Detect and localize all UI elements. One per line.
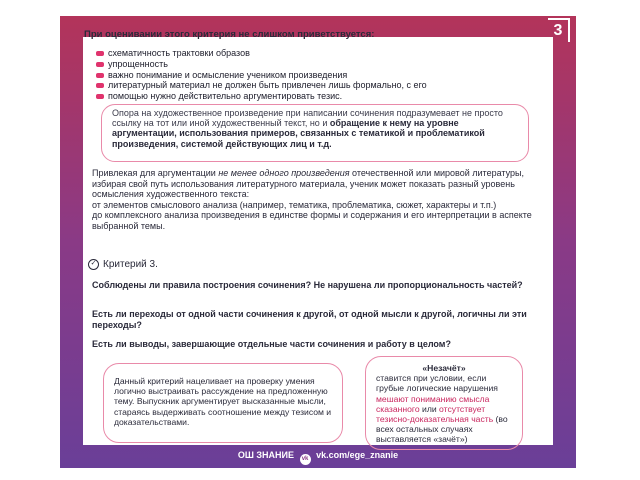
paragraph: до комплексного анализа произведения в единстве формы и содержания и его интерпретации в аспекте выбранной темы.: [92, 210, 532, 231]
bullet-list: [96, 48, 516, 102]
note-highlight: отсутствует тезисно-доказательная часть: [376, 403, 494, 425]
note-text-part: ставится при условии, если грубые логические нарушения: [376, 373, 498, 394]
criterion-title: [88, 259, 158, 270]
note-text-part: (во всех остальных случаях выставляется «зачёт»): [376, 414, 508, 445]
list-item: помощью нужно действительно аргументировать тезис.: [96, 91, 516, 102]
note-box-left: [103, 363, 343, 443]
list-item: важно понимание и осмысление учеником произведения: [96, 70, 516, 81]
callout-text: Опора на художественное произведение при написании сочинения подразумевает не просто ссылку на тот или иной художественный текст, но и: [112, 108, 503, 129]
paragraph-italic: не менее одного произведения: [218, 168, 350, 178]
list-item: схематичность трактовки образов: [96, 48, 516, 59]
list-item: упрощенность: [96, 59, 516, 70]
callout-bold-text: обращение к нему на уровне аргументации, использования примеров, связанных с тематикой и проблематикой произведения, системой действующих лиц и т.д.: [112, 118, 485, 149]
note-highlight: мешают пониманию смысла сказанного: [376, 393, 490, 414]
footer-link[interactable]: vk.com/ege_znanie: [316, 450, 399, 460]
check-circle-icon: ✓: [88, 259, 99, 270]
question: Есть ли переходы от одной части сочинения к другой, от одной мысли к другой, логичны ли эти переходы?: [92, 309, 527, 330]
paragraph: от элементов смыслового анализа (например, тематика, проблематика, сюжет, характеры и т.п.): [92, 199, 497, 210]
footer-brand: ОШ ЗНАНИЕ: [237, 450, 295, 460]
body-text: [92, 168, 532, 232]
callout-box: [101, 104, 529, 162]
paragraph-text: Привлекая для аргументации: [92, 168, 219, 178]
paragraph-text: отечественной или мировой литературы, избирая свой путь использования литературного материала, ученик может показать разный уровень осмысления художественного текста:: [92, 168, 524, 200]
list-item: литературный материал не должен быть привлечен лишь формально, с его: [96, 80, 516, 91]
note-title: «Незачёт»: [422, 363, 466, 373]
section-heading: При оценивании этого критерия не слишком приветствуется:: [84, 29, 375, 40]
criterion-label: Критерий 3.: [103, 259, 158, 270]
note-box-right: [365, 356, 523, 450]
logo: 3: [548, 18, 570, 42]
note-text: Данный критерий нацеливает на проверку умения логично выстраивать рассуждение на предложенную тему. Выпускник аргументирует высказанные мысли, стараясь выдерживать соотношение между тезисом и доказательствами.: [114, 376, 332, 427]
vk-icon: vk: [300, 454, 311, 465]
paragraph: [92, 168, 532, 200]
note-text: [376, 373, 512, 444]
question: Соблюдены ли правила построения сочинения? Не нарушена ли пропорциональность частей?: [92, 280, 523, 290]
question: Есть ли выводы, завершающие отдельные части сочинения и работу в целом?: [92, 339, 451, 349]
note-text-part: или: [419, 403, 440, 414]
footer: [60, 450, 576, 465]
